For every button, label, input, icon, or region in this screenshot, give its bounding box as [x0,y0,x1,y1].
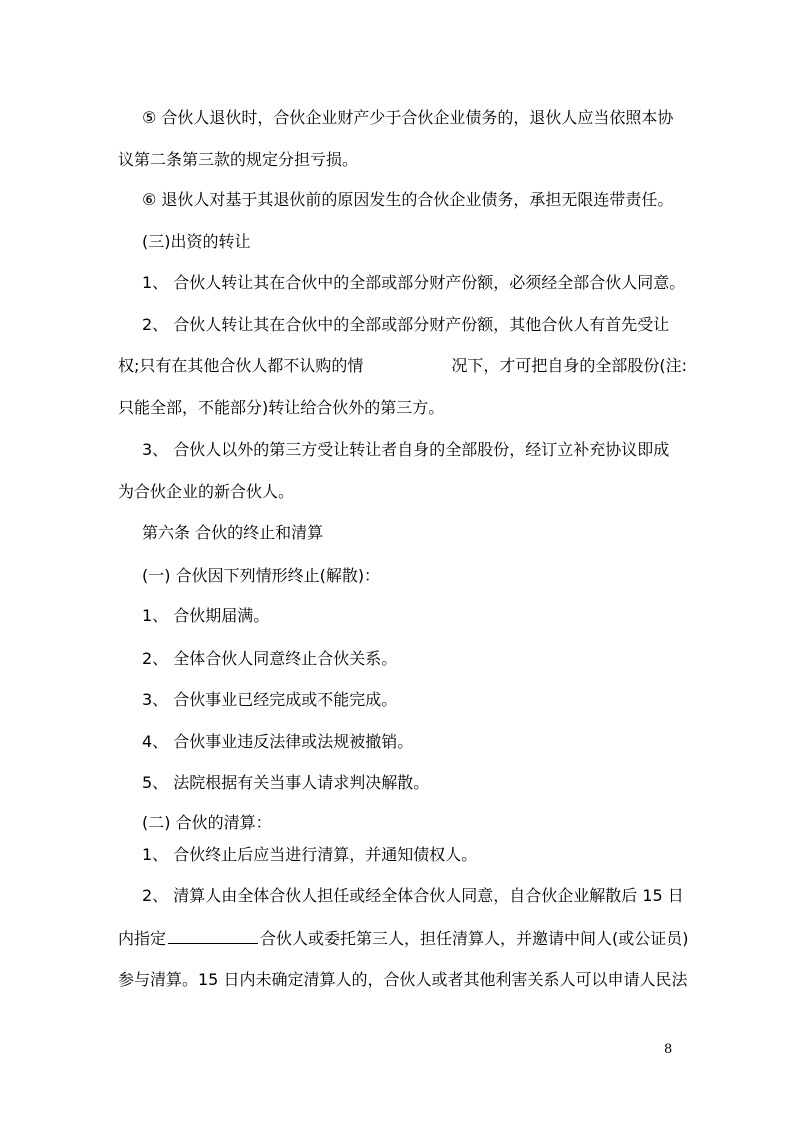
text-line: 1、 合伙人转让其在合伙中的全部或部分财产份额，必须经全部合伙人同意。 [142,273,686,292]
text-line [118,356,687,376]
list-item: 2、 清算人由全体合伙人担任或经全体合伙人同意，自合伙企业解散后 15 日 [142,886,684,905]
section-heading: (二) 合伙的清算： [142,813,272,832]
text-segment: 合伙人或委托第三人，担任清算人，并邀请中间人(或公证员) [260,929,689,948]
list-item: 3、 合伙事业已经完成或不能完成。 [142,690,398,709]
list-item: 2、 全体合伙人同意终止合伙关系。 [142,649,398,668]
page-number: 8 [664,1042,673,1057]
text-line: 3、 合伙人以外的第三方受让转让者自身的全部股份，经订立补充协议即成 [142,440,670,459]
fill-in-blank [168,929,258,944]
text-segment: 内指定 [118,929,167,948]
text-segment: 况下，才可把自身的全部股份(注: [451,356,688,375]
article-heading: 第六条 合伙的终止和清算 [142,523,324,542]
text-line: ⑥ 退伙人对基于其退伙前的原因发生的合伙企业债务，承担无限连带责任。 [142,190,674,209]
list-item: 5、 法院根据有关当事人请求判决解散。 [142,773,430,792]
section-heading: (三)出资的转让 [142,232,251,251]
text-line: 为合伙企业的新合伙人。 [118,482,295,501]
text-line: 只能全部，不能部分)转让给合伙外的第三方。 [118,398,445,417]
text-segment: 权;只有在其他合伙人都不认购的情 [118,356,364,375]
list-item: 4、 合伙事业违反法律或法规被撤销。 [142,732,414,751]
text-line: ⑤ 合伙人退伙时，合伙企业财产少于合伙企业债务的，退伙人应当依照本协 [142,108,674,127]
text-line: 议第二条第三款的规定分担亏损。 [118,150,359,169]
list-item: 1、 合伙终止后应当进行清算，并通知债权人。 [142,845,478,864]
list-item: 1、 合伙期届满。 [142,606,270,625]
text-line: 参与清算。15 日内未确定清算人的，合伙人或者其他利害关系人可以申请人民法 [118,970,688,989]
text-line: 2、 合伙人转让其在合伙中的全部或部分财产份额，其他合伙人有首先受让 [142,315,670,334]
text-line [118,929,689,949]
text-line: (一) 合伙因下列情形终止(解散)： [142,566,381,585]
